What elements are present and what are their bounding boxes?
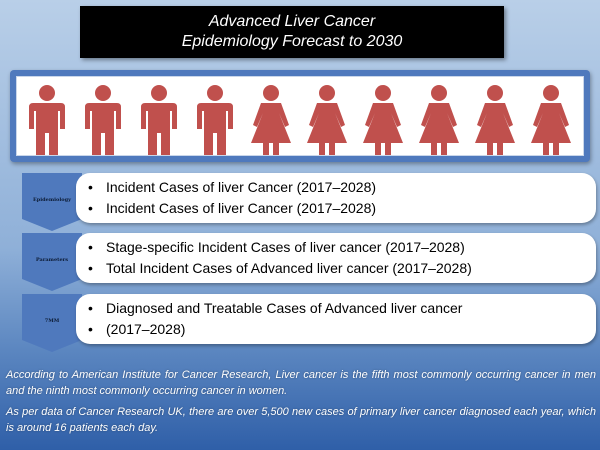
chevron-arrow (22, 233, 82, 285)
male-figure-icon (141, 85, 177, 155)
female-figure-icon (307, 85, 347, 155)
row-7mm (22, 294, 596, 346)
footer-paragraph-1: According to American Institute for Cancer Research, Liver cancer is the fifth most commonly occurring cancer in men and the ninth most commonly occurring cancer in women. (6, 369, 596, 397)
title-line-1: Advanced Liver Cancer (208, 13, 376, 30)
bullet-card (76, 173, 596, 223)
female-figure-icon (531, 85, 571, 155)
female-figure-icon (363, 85, 403, 155)
chevron-label: Parameters (35, 257, 69, 263)
bullet-card (76, 233, 596, 283)
bullet-item: • Incident Cases of liver Cancer (2017–2028) (88, 200, 377, 216)
chevron-label: 7MM (44, 318, 60, 324)
title-line-2: Epidemiology Forecast to 2030 (181, 33, 403, 50)
bullet-item: • Diagnosed and Treatable Cases of Advanced liver cancer (88, 300, 463, 316)
row-parameters (22, 233, 596, 285)
people-panel (10, 70, 590, 162)
chevron-arrow (22, 173, 82, 225)
row-epidemiology (22, 173, 596, 225)
people-panel-inner (16, 76, 584, 156)
bullet-item: • Stage-specific Incident Cases of liver cancer (2017–2028) (88, 239, 465, 255)
chevron-arrow (22, 294, 82, 346)
female-figure-icon (419, 85, 459, 155)
male-figure-icon (197, 85, 233, 155)
title-banner (80, 6, 504, 58)
footer-text (0, 364, 600, 450)
footer-paragraph-2: As per data of Cancer Research UK, there are over 5,500 new cases of primary liver cancer diagnosed each year, which is around 16 patients each day. (6, 406, 596, 434)
female-figure-icon (251, 85, 291, 155)
people-figures (17, 77, 583, 155)
bullet-item: • Incident Cases of liver Cancer (2017–2028) (88, 179, 377, 195)
male-figure-icon (29, 85, 65, 155)
bullet-item: • Total Incident Cases of Advanced liver cancer (2017–2028) (88, 260, 472, 276)
chevron-label: Epidemiology (32, 197, 72, 203)
male-figure-icon (85, 85, 121, 155)
bullet-card (76, 294, 596, 344)
bullet-item: • (2017–2028) (88, 321, 186, 337)
female-figure-icon (475, 85, 515, 155)
